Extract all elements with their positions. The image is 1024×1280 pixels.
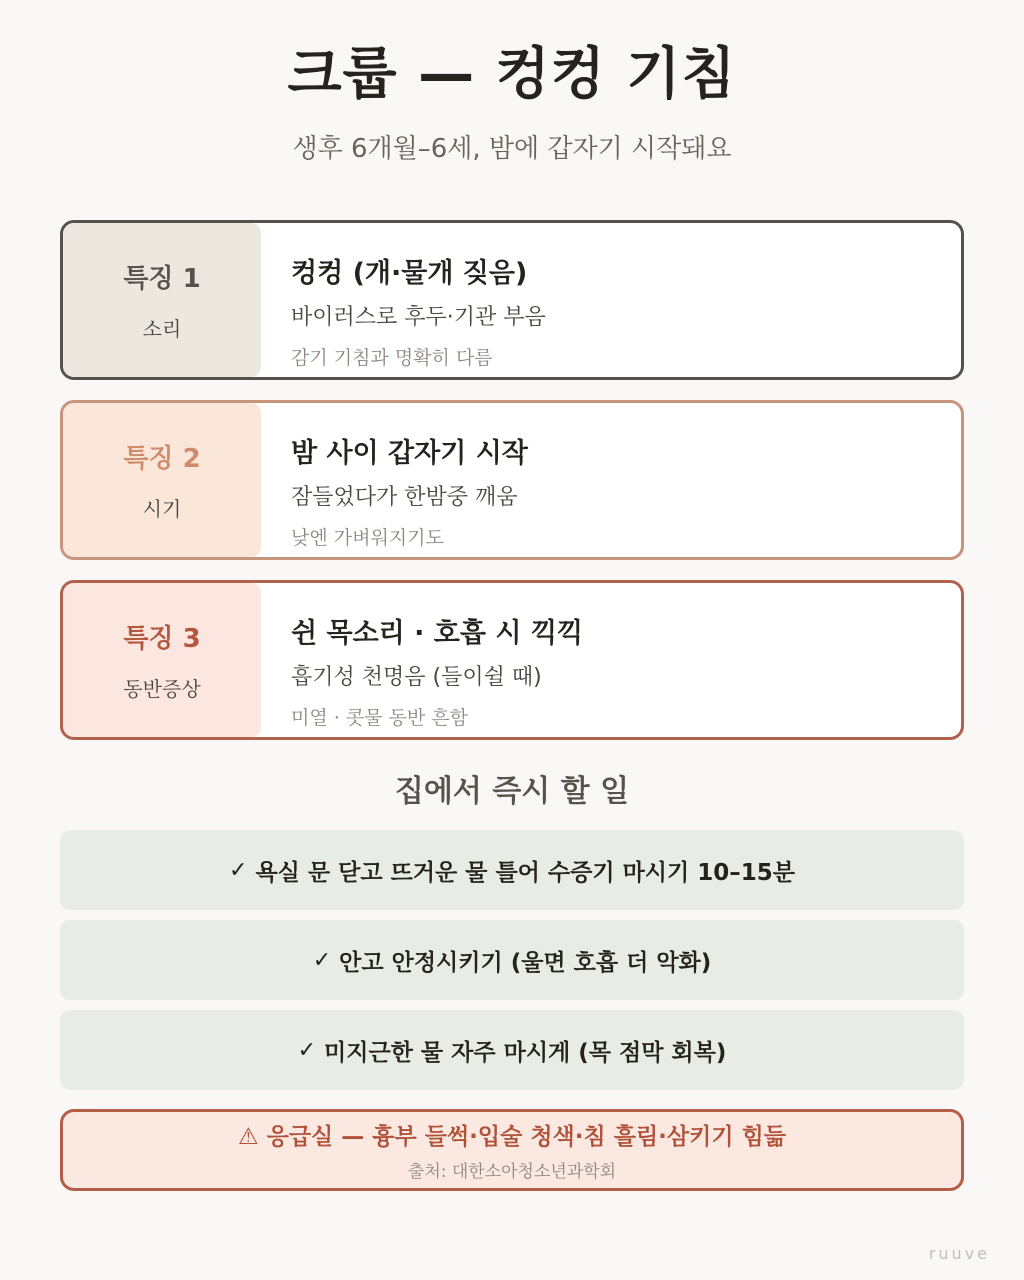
- emergency-warning-box: [60, 1109, 964, 1191]
- brand-watermark: ruuve: [928, 1244, 990, 1263]
- warning-icon: ⚠: [237, 1124, 259, 1150]
- feature-description: 흡기성 천명음 (들이쉴 때): [291, 665, 542, 690]
- section-title: 집에서 즉시 할 일: [394, 774, 630, 809]
- feature-heading: 컹컹 (개·물개 짖음): [291, 258, 528, 289]
- check-icon: ✓: [229, 857, 248, 883]
- page-title: 크룹 — 컹컹 기침: [287, 42, 737, 107]
- action-text: 안고 안정시키기 (울면 호흡 더 악화): [339, 949, 712, 976]
- warning-text: 응급실 — 흉부 들썩·입술 청색·침 흘림·삼키기 힘듦: [266, 1124, 787, 1150]
- check-icon: ✓: [312, 947, 332, 973]
- feature-description: 잠들었다가 한밤중 깨움: [291, 485, 518, 510]
- feature-heading: 밤 사이 갑자기 시작: [291, 438, 528, 469]
- feature-number: 특징 2: [123, 444, 201, 474]
- feature-description: 바이러스로 후두·기관 부음: [291, 305, 546, 330]
- feature-number: 특징 3: [123, 624, 201, 654]
- feature-card-side: [63, 583, 261, 737]
- feature-category: 소리: [142, 317, 182, 341]
- action-text: 미지근한 물 자주 마시게 (목 점막 회복): [324, 1039, 727, 1066]
- feature-note: 낮엔 가벼워지기도: [291, 527, 444, 549]
- action-text: 욕실 문 닫고 뜨거운 물 틀어 수증기 마시기 10–15분: [255, 859, 795, 886]
- feature-card-side: [63, 223, 261, 377]
- feature-card-body: [261, 583, 583, 737]
- feature-note: 미열 · 콧물 동반 흔함: [291, 707, 469, 729]
- page-subtitle: 생후 6개월–6세, 밤에 갑자기 시작돼요: [292, 134, 732, 164]
- feature-category: 동반증상: [123, 677, 201, 701]
- source-citation: 출처: 대한소아청소년과학회: [407, 1162, 617, 1182]
- action-item-1: [60, 830, 964, 910]
- feature-category: 시기: [142, 497, 182, 521]
- feature-note: 감기 기침과 명확히 다름: [291, 347, 493, 369]
- feature-number: 특징 1: [123, 264, 201, 294]
- action-item-3: [60, 1010, 964, 1090]
- feature-card-body: [261, 403, 528, 557]
- feature-card-side: [63, 403, 261, 557]
- feature-card-3: [60, 580, 964, 740]
- feature-card-2: [60, 400, 964, 560]
- feature-card-body: [261, 223, 546, 377]
- warning-message: [238, 1118, 786, 1151]
- feature-heading: 쉰 목소리 · 호흡 시 끽끽: [291, 618, 583, 649]
- feature-card-1: [60, 220, 964, 380]
- action-item-2: [60, 920, 964, 1000]
- check-icon: ✓: [297, 1037, 317, 1063]
